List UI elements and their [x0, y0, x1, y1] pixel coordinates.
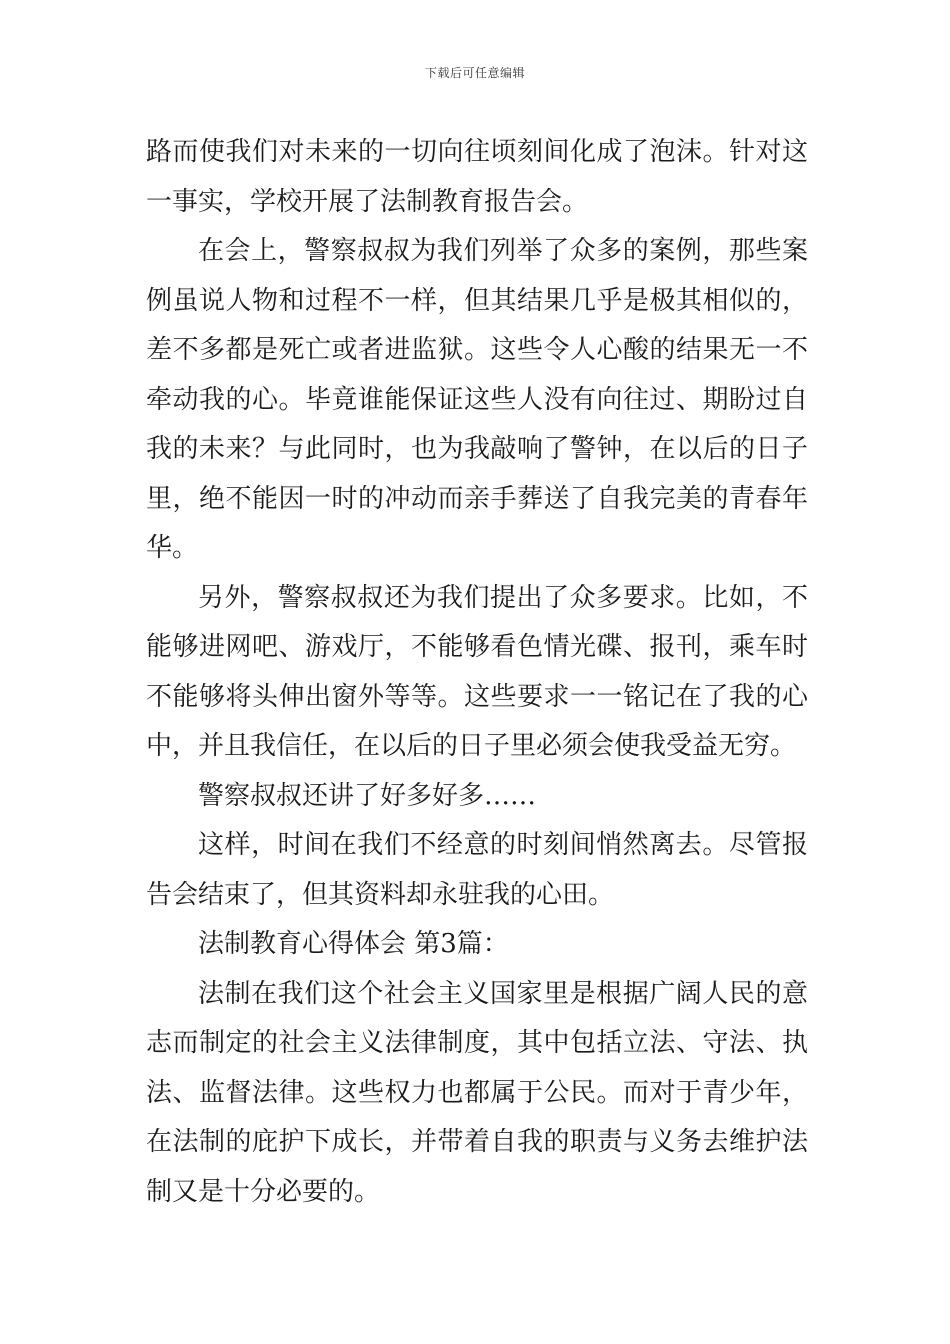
page-header: 下载后可任意编辑: [424, 66, 525, 80]
paragraph: 另外，警察叔叔还为我们提出了众多要求。比如，不能够进网吧、游戏厅，不能够看色情光碟、报刊，乘车时不能够将头伸出窗外等等。这些要求一一铭记在了我的心中，并且我信任，在以后的日子里必须会使我受益无穷。: [146, 582, 808, 761]
paragraph: 这样，时间在我们不经意的时刻间悄然离去。尽管报告会结束了，但其资料却永驻我的心田。: [146, 830, 808, 910]
paragraph: 警察叔叔还讲了好多好多……: [198, 780, 537, 811]
paragraph: 在会上，警察叔叔为我们列举了众多的案例，那些案例虽说人物和过程不一样，但其结果几乎是极其相似的，差不多都是死亡或者进监狱。这些令人心酸的结果无一不牵动我的心。毕竟谁能保证这些人没有向往过、期盼过自我的未来？与此同时，也为我敲响了警钟，在以后的日子里，绝不能因一时的冲动而亲手葬送了自我完美的青春年华。: [146, 236, 808, 563]
paragraph: 路而使我们对未来的一切向往顷刻间化成了泡沫。针对这一事实，学校开展了法制教育报告会。: [146, 137, 808, 217]
section-heading: 法制教育心得体会 第3篇：: [198, 929, 509, 959]
body-text: [146, 128, 808, 1217]
paragraph: 法制在我们这个社会主义国家里是根据广阔人民的意志而制定的社会主义法律制度，其中包括立法、守法、执法、监督法律。这些权力也都属于公民。而对于青少年，在法制的庇护下成长，并带着自我的职责与义务去维护法制又是十分必要的。: [146, 978, 808, 1207]
